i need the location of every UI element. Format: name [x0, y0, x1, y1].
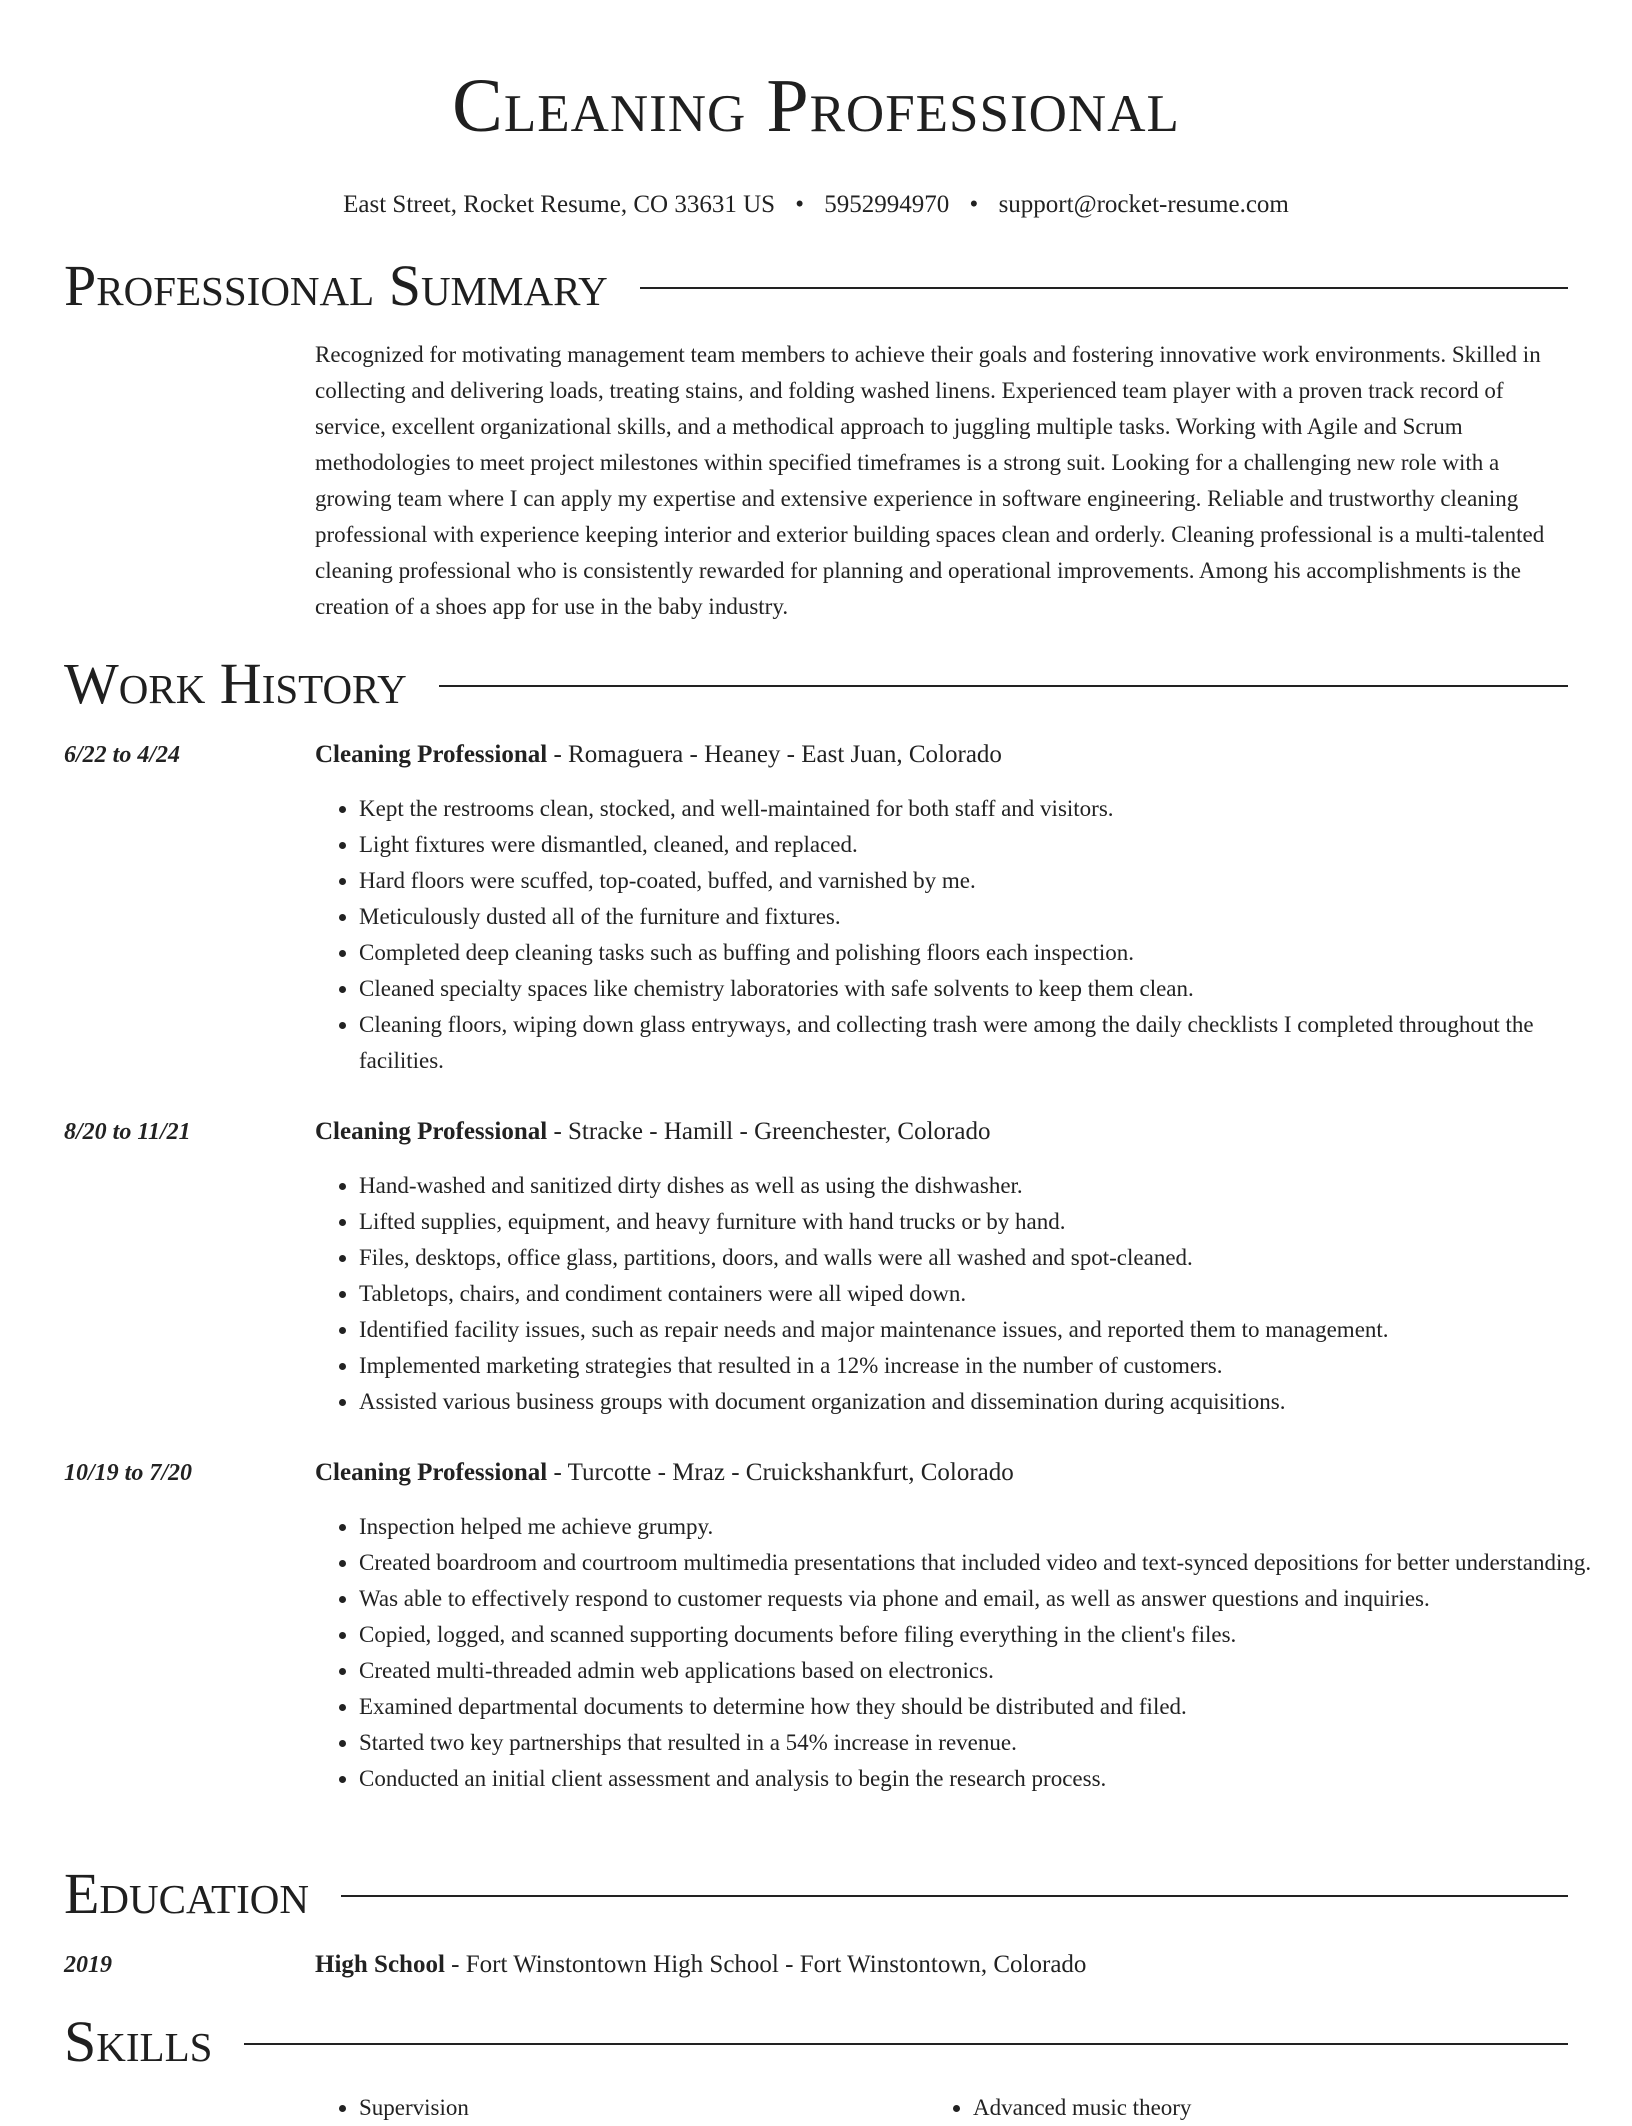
job-bullet: • Files, desktops, office glass, partitions, doors, and walls were all washed and spot-cleaned. — [359, 1240, 1612, 1276]
job-employer: - Stracke - Hamill - Greenchester, Colorado — [547, 1118, 991, 1145]
job-bullet: • Inspection helped me achieve grumpy. — [359, 1509, 1612, 1545]
education-line — [315, 1947, 1568, 1983]
education-section-header — [64, 1862, 1568, 1926]
skills-column-right — [929, 2090, 1543, 2126]
job-title: Cleaning Professional — [315, 1459, 548, 1486]
job-title: Cleaning Professional — [315, 741, 548, 768]
job-bullet: • Completed deep cleaning tasks such as buffing and polishing floors each inspection. — [359, 935, 1612, 971]
skill-item: • Supervision — [359, 2090, 929, 2126]
job-bullet: • Created boardroom and courtroom multimedia presentations that included video and text-synced depositions for better understanding. — [359, 1545, 1612, 1581]
job-bullet: • Started two key partnerships that resulted in a 54% increase in revenue. — [359, 1725, 1612, 1761]
education-year: 2019 — [64, 1952, 112, 1978]
job-bullet: • Hard floors were scuffed, top-coated, buffed, and varnished by me. — [359, 863, 1612, 899]
contact-address: East Street, Rocket Resume, CO 33631 US — [343, 191, 776, 218]
summary-section-header — [64, 254, 1568, 318]
job-title-line — [315, 737, 1568, 773]
summary-section-title: Professional Summary — [64, 253, 608, 318]
job-bullet: • Kept the restrooms clean, stocked, and well-maintained for both staff and visitors. — [359, 791, 1612, 827]
section-divider — [439, 685, 1568, 687]
work-section-header — [64, 652, 1568, 716]
skill-item: • Advanced music theory — [973, 2090, 1543, 2126]
work-section-title: Work History — [64, 651, 407, 716]
job-bullet: • Lifted supplies, equipment, and heavy furniture with hand trucks or by hand. — [359, 1204, 1612, 1240]
job-title-line — [315, 1114, 1568, 1150]
education-degree: High School — [315, 1951, 445, 1978]
job-bullets — [315, 1509, 1612, 1797]
job-bullets — [315, 1168, 1612, 1420]
job-dates: 6/22 to 4/24 — [64, 742, 181, 768]
job-title: Cleaning Professional — [315, 1118, 548, 1145]
skills-list — [315, 2090, 1568, 2126]
section-divider — [244, 2043, 1568, 2045]
job-bullet: • Identified facility issues, such as repair needs and major maintenance issues, and reported them to management. — [359, 1312, 1612, 1348]
contact-separator: • — [969, 191, 979, 218]
education-section-title: Education — [64, 1861, 309, 1926]
job-bullet: • Meticulously dusted all of the furniture and fixtures. — [359, 899, 1612, 935]
contact-separator: • — [795, 191, 805, 218]
candidate-name: Cleaning Professional — [452, 64, 1180, 148]
skills-section-title: Skills — [64, 2009, 213, 2074]
job-employer: - Turcotte - Mraz - Cruickshankfurt, Colorado — [547, 1459, 1014, 1486]
job-bullet: • Cleaning floors, wiping down glass entryways, and collecting trash were among the daily checklists I completed throughout the facilities. — [359, 1007, 1612, 1079]
job-bullet: • Tabletops, chairs, and condiment containers were all wiped down. — [359, 1276, 1612, 1312]
job-bullet: • Copied, logged, and scanned supporting documents before filing everything in the client's files. — [359, 1617, 1612, 1653]
job-title-line — [315, 1455, 1568, 1491]
skills-column-left — [315, 2090, 929, 2126]
job-dates: 10/19 to 7/20 — [64, 1460, 193, 1486]
job-bullet: • Conducted an initial client assessment and analysis to begin the research process. — [359, 1761, 1612, 1797]
section-divider — [341, 1895, 1568, 1897]
contact-line — [64, 190, 1568, 220]
job-bullets — [315, 791, 1612, 1079]
job-bullet: • Hand-washed and sanitized dirty dishes as well as using the dishwasher. — [359, 1168, 1612, 1204]
education-school: - Fort Winstontown High School - Fort Winstontown, Colorado — [444, 1951, 1087, 1978]
job-bullet: • Created multi-threaded admin web applications based on electronics. — [359, 1653, 1612, 1689]
job-bullet: • Cleaned specialty spaces like chemistry laboratories with safe solvents to keep them clean. — [359, 971, 1612, 1007]
section-divider — [640, 287, 1568, 289]
job-bullet: • Light fixtures were dismantled, cleaned, and replaced. — [359, 827, 1612, 863]
summary-text: Recognized for motivating management team members to achieve their goals and fostering innovative work environments. Skilled in collecting and delivering loads, treating stains, and folding washed linens. Experienced team player with a proven track record of service, excellent organizational skills, and a methodical approach to juggling multiple tasks. Working with Agile and Scrum methodologies to meet project milestones within specified timeframes is a strong suit. Looking for a challenging new role with a growing team where I can apply my expertise and extensive experience in software engineering. Reliable and trustworthy cleaning professional with experience keeping interior and exterior building spaces clean and orderly. Cleaning professional is a multi-talented cleaning professional who is consistently rewarded for planning and operational improvements. Among his accomplishments is the creation of a shoes app for use in the baby industry. — [315, 342, 1545, 619]
job-bullet: • Assisted various business groups with document organization and dissemination during acquisitions. — [359, 1384, 1612, 1420]
resume-page — [64, 0, 1592, 2120]
contact-email: support@rocket-resume.com — [998, 191, 1289, 218]
job-employer: - Romaguera - Heaney - East Juan, Colorado — [547, 741, 1002, 768]
job-bullet: • Implemented marketing strategies that resulted in a 12% increase in the number of customers. — [359, 1348, 1612, 1384]
job-bullet: • Was able to effectively respond to customer requests via phone and email, as well as answer questions and inquiries. — [359, 1581, 1612, 1617]
skills-section-header — [64, 2010, 1568, 2074]
job-dates: 8/20 to 11/21 — [64, 1119, 191, 1145]
job-bullet: • Examined departmental documents to determine how they should be distributed and filed. — [359, 1689, 1612, 1725]
contact-phone: 5952994970 — [824, 191, 950, 218]
